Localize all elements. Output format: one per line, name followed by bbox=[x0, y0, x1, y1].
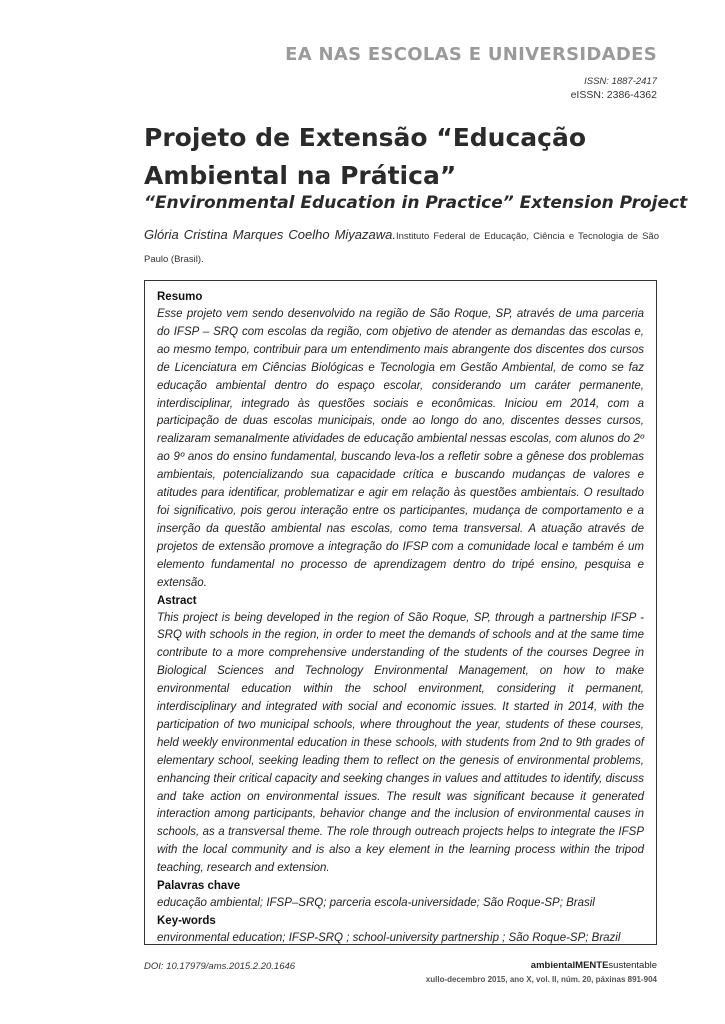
issn: ISSN: 1887-2417 bbox=[584, 76, 657, 87]
journal-name-middle: MENTE bbox=[575, 960, 609, 971]
journal-name bbox=[531, 960, 657, 971]
abstract-box bbox=[144, 280, 657, 945]
journal-name-suffix: sustentable bbox=[608, 960, 657, 971]
resumo-heading: Resumo bbox=[157, 291, 203, 303]
abstract-text: This project is being developed in the region of São Roque, SP, through a partnership IFSP - SRQ with schools in the region, in order to meet the demands of schools and at the same time contribute to a more comprehensive understanding of the students of the courses Degree in Biological Sciences and Technology Environmental Management, on how to make environmental education within the school environment, considering it permanent, interdisciplinary and integrated with social and economic issues. It started in 2014, with the participation of two municipal schools, where throughout the year, students of these courses, held weekly environmental education in these schools, with students from 2nd to 9th grades of elementary school, seeking leading them to reflect on the genesis of environmental problems, enhancing their critical capacity and seeking changes in values and attitudes to identify, discuss and take action on environmental issues. The result was significant because it generated interaction among participants, behavior change and the inclusion of environmental causes in schools, as a transversal theme. The role through outreach projects helps to integrate the IFSP with the local community and is also a key element in the learning process within the tripod teaching, research and extension. bbox=[157, 611, 644, 875]
palavras-chave-text: educação ambiental; IFSP–SRQ; parceria escola-universidade; São Roque-SP; Brasil bbox=[157, 897, 595, 910]
author-affiliation: Instituto Federal de Educação, Ciência e Tecnologia de São Paulo (Brasil). bbox=[144, 231, 659, 265]
palavras-chave-heading: Palavras chave bbox=[157, 880, 241, 893]
section-header: EA NAS ESCOLAS E UNIVERSIDADES bbox=[285, 44, 657, 65]
eissn: eISSN: 2386-4362 bbox=[570, 89, 657, 101]
article-subtitle: “Environmental Education in Practice” Extension Project bbox=[144, 193, 688, 213]
article-title: Projeto de Extensão “Educação Ambiental na Prática” bbox=[144, 123, 587, 190]
keywords-text: environmental education; IFSP-SRQ ; school-university partnership ; São Roque-SP; Brazil bbox=[157, 932, 621, 944]
abstract-heading: Astract bbox=[157, 594, 197, 607]
resumo-text: Esse projeto vem sendo desenvolvido na região de São Roque, SP, através de uma parceria do IFSP – SRQ com escolas da região, com objetivo de atender as demandas das escolas e, ao mesmo tempo, contribuir para um entendimento mais abrangente dos discentes dos cursos de Licenciatura em Ciências Biológicas e Tecnologia em Gestão Ambiental, de como se faz educação ambiental dentro do espaço escolar, considerando um caráter permanente, interdisciplinar, integrado às questões sociais e econômicas. Iniciou em 2014, com a participação de duas escolas municipais, onde ao longo do ano, discentes desses cursos, realizaram semanalmente atividades de educação ambiental nessas escolas, com alunos do 2º ao 9º anos do ensino fundamental, buscando leva-los a refletir sobre a gênese dos problemas ambientais, potencializando sua capacidade crítica e buscando mudanças de valores e atitudes para identificar, problematizar e agir em relação às questões ambientais. O resultado foi significativo, pois gerou interação entre os participantes, mudança de comportamento e a inserção da questão ambiental nas escolas, como tema transversal. A atuação através de projetos de extensão promove a integração do IFSP com a comunidade local e também é um elemento fundamental no processo de aprendizagem dentro do tripé ensino, pesquisa e extensão. bbox=[157, 308, 644, 589]
author-line bbox=[144, 224, 659, 271]
keywords-heading: Key-words bbox=[157, 915, 216, 927]
journal-name-prefix: ambiental bbox=[530, 960, 576, 971]
doi: DOI: 10.17979/ams.2015.2.20.1646 bbox=[144, 961, 296, 972]
author-name: Glória Cristina Marques Coelho Miyazawa. bbox=[144, 227, 396, 242]
journal-issue: xullo-decembro 2015, ano X, vol. II, núm. 20, páxinas 891-904 bbox=[425, 975, 657, 984]
